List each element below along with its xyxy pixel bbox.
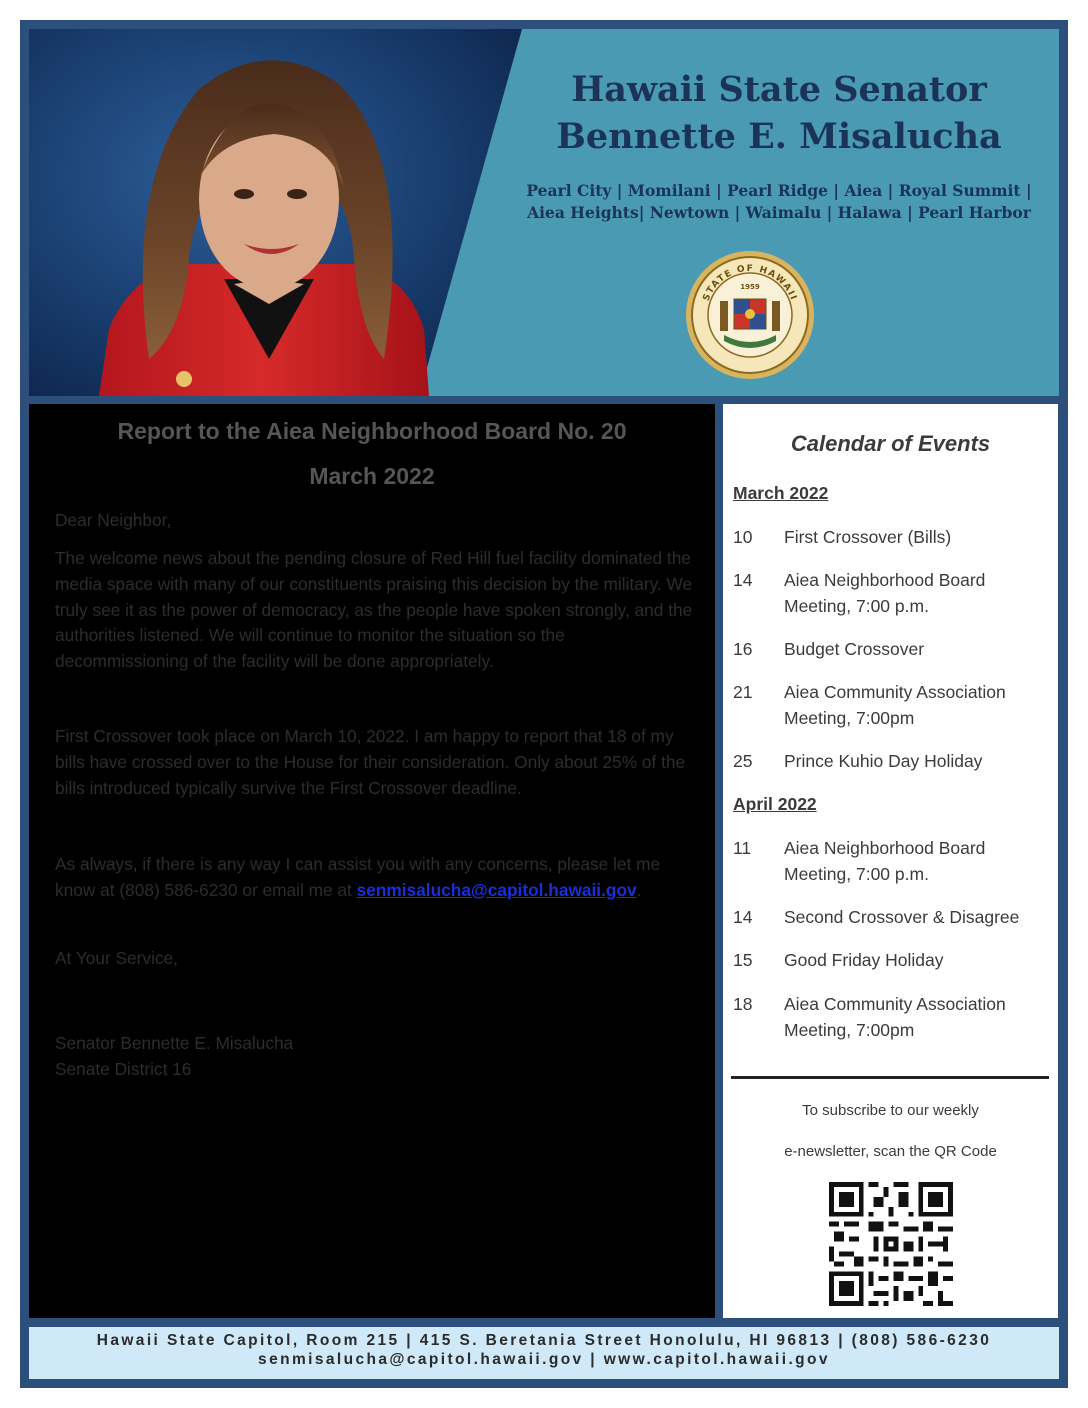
event-day: 18 (733, 994, 753, 1014)
qr-code-icon[interactable] (829, 1182, 953, 1306)
event-text: Aiea Neighborhood Board Meeting, 7:00 p.m. (784, 570, 986, 616)
report-paragraph-3 (55, 852, 695, 904)
seal-year: 1959 (740, 283, 760, 291)
email-link[interactable]: senmisalucha@capitol.hawaii.gov (356, 879, 637, 900)
month-heading-march: March 2022 (733, 483, 829, 503)
event-text: Budget Crossover (784, 639, 925, 659)
event-day: 14 (733, 570, 753, 590)
paragraph-3-suffix: . (636, 879, 642, 900)
report-paragraph-1 (55, 546, 695, 675)
event-text: First Crossover (Bills) (784, 527, 952, 547)
event-day: 16 (733, 639, 753, 659)
seal-top-text: STATE OF HAWAII (701, 263, 799, 303)
paragraph-3-text: As always, if there is any way I can assist you with any concerns, please let me know at (808) 586-6230 or email me at (55, 854, 661, 900)
event-text: Aiea Neighborhood Board Meeting, 7:00 p.m. (784, 838, 986, 884)
event-day: 11 (733, 838, 752, 858)
report-greeting (55, 508, 695, 534)
event-text: Aiea Community Association Meeting, 7:00pm (784, 682, 1006, 728)
sidebar-divider (731, 1076, 1049, 1079)
event-text: Prince Kuhio Day Holiday (784, 751, 983, 771)
signature-name: Senator Bennette E. Misalucha (55, 1033, 294, 1053)
signature-district: Senate District 16 (55, 1058, 192, 1079)
footer-contact: senmisalucha@capitol.hawaii.gov | www.capitol.hawaii.gov (258, 1351, 830, 1368)
header-areas-line2: Aiea Heights| Newtown | Waimalu | Halawa | Pearl Harbor (527, 203, 1031, 222)
report-section (29, 404, 715, 1318)
footer-bar (29, 1327, 1059, 1379)
greeting-text: Dear Neighbor, (55, 510, 172, 530)
closing-text: At Your Service, (55, 948, 178, 968)
month-heading-april: April 2022 (733, 794, 817, 814)
report-paragraph-2 (55, 724, 695, 801)
header-title-line1: Hawaii State Senator (571, 69, 987, 110)
event-text: Second Crossover & Disagree (784, 907, 1020, 927)
report-closing (55, 946, 695, 972)
header-areas-line1: Pearl City | Momilani | Pearl Ridge | Aiea | Royal Summit | (526, 181, 1032, 200)
header-banner (29, 29, 1059, 396)
paragraph-1-text: The welcome news about the pending closure of Red Hill fuel facility dominated the media space with many of our constituents praising this decision by the military. We truly see it as the power of democracy, as the people have spoken strongly, and the authorities listened. We will continue to monitor the situation so the decommissioning of the facility will be done appropriately. (55, 548, 693, 672)
event-text: Aiea Community Association Meeting, 7:00pm (784, 994, 1006, 1040)
event-day: 21 (733, 682, 753, 702)
subscribe-line-1: To subscribe to our weekly (802, 1102, 979, 1119)
event-day: 10 (733, 527, 753, 547)
event-text: Good Friday Holiday (784, 950, 944, 970)
signature-block (55, 1031, 695, 1083)
event-day: 15 (733, 950, 753, 970)
subscribe-line-2: e-newsletter, scan the QR Code (784, 1143, 997, 1160)
report-date: March 2022 (309, 463, 435, 489)
footer-address: Hawaii State Capitol, Room 215 | 415 S. Beretania Street Honolulu, HI 96813 | (808) 586-6230 (96, 1332, 992, 1349)
state-seal-icon (684, 249, 816, 381)
event-day: 14 (733, 907, 753, 927)
paragraph-2-text: First Crossover took place on March 10, 2022. I am happy to report that 18 of my bills have crossed over to the House for their consideration. Only about 25% of the bills introduced typically survive the First Crossover deadline. (55, 726, 686, 798)
header-title-line2: Bennette E. Misalucha (556, 116, 1002, 157)
report-title: Report to the Aiea Neighborhood Board No. 20 (117, 418, 627, 444)
calendar-sidebar (723, 404, 1058, 1318)
calendar-title: Calendar of Events (790, 431, 991, 456)
event-day: 25 (733, 751, 753, 771)
